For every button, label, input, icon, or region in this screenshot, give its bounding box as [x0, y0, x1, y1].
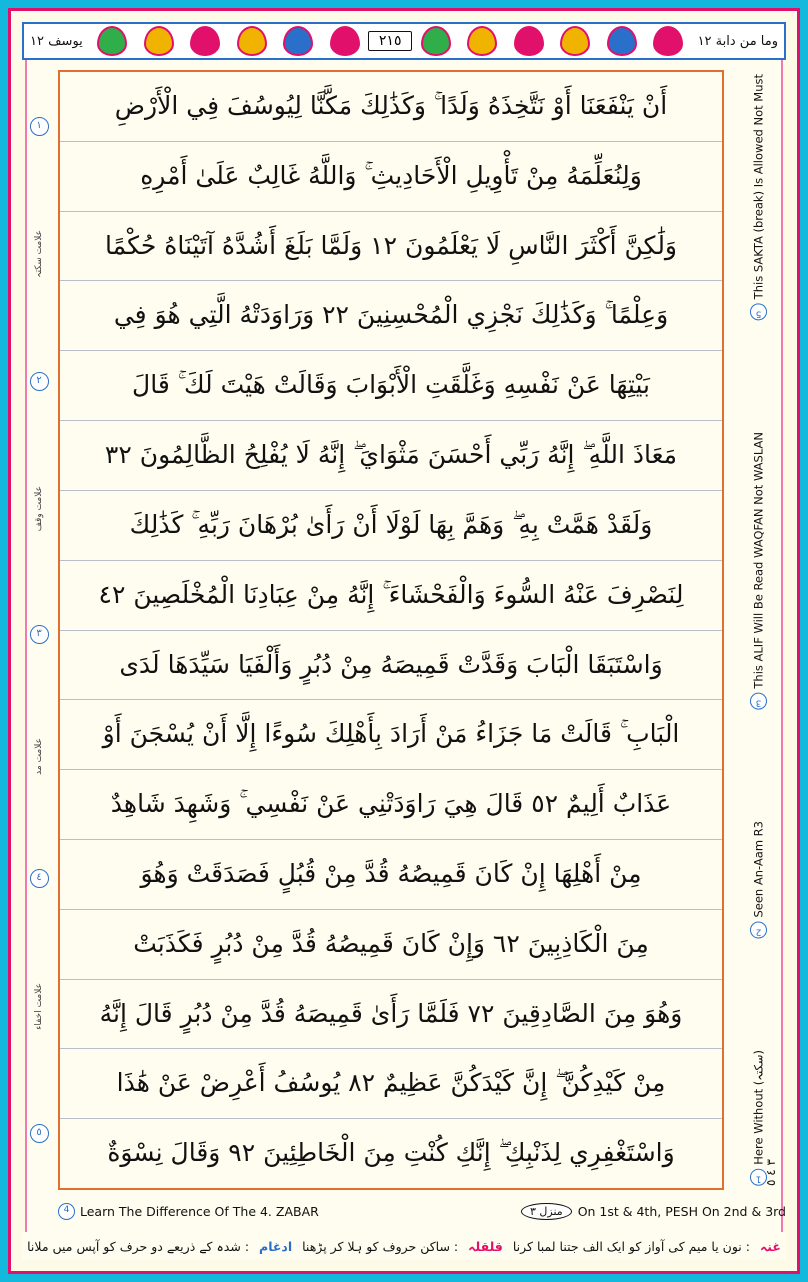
left-margin-note: علامت اخفاء	[34, 982, 44, 1030]
ornament-flower-icon	[514, 26, 544, 56]
quran-line	[60, 840, 722, 910]
ruku-marker: ٤	[30, 869, 49, 888]
page-number: ٢١٥	[368, 31, 413, 51]
ornament-flower-icon	[467, 26, 497, 56]
ruku-marker: ٢	[30, 372, 49, 391]
quran-line-text: وَهُوَ مِنَ الصَّادِقِينَ ٢٧ فَلَمَّا رَأَىٰ قَمِيصَهُ قُدَّ مِنْ دُبُرٍ قَالَ إِنَّهُ	[99, 998, 683, 1028]
note-text: This SAKTA (break) Is Allowed Not Must	[751, 74, 765, 300]
note-text: Here Without (سکتہ)	[751, 1050, 765, 1165]
legend-qalqala-text: : ساکن حروف کو ہلا کر پڑھنا	[302, 1238, 459, 1254]
quran-line-text: وَلَٰكِنَّ أَكْثَرَ النَّاسِ لَا يَعْلَمُونَ ٢١ وَلَمَّا بَلَغَ أَشُدَّهُ آتَيْنَاهُ حُكْمًا	[105, 230, 678, 260]
note-text: This ALIF Will Be Read WAQFAN Not WASLAN	[751, 431, 765, 689]
bottom-right-note	[521, 1203, 786, 1220]
quran-line	[60, 142, 722, 212]
note-number: 5	[750, 303, 767, 320]
quran-line-text: أَنْ يَنْفَعَنَا أَوْ نَتَّخِذَهُ وَلَدًا ۚ وَكَذَٰلِكَ مَكَّنَّا لِيُوسُفَ فِي الْأَرْضِ	[114, 91, 668, 121]
quran-line	[60, 770, 722, 840]
quran-line	[60, 631, 722, 701]
quran-line	[60, 700, 722, 770]
quran-line	[60, 281, 722, 351]
quran-line	[60, 980, 722, 1050]
bottom-note-bar	[58, 1198, 786, 1224]
note-number: 1	[750, 1169, 767, 1186]
page-footer-number: ٣ ٤ ٥	[764, 1158, 778, 1186]
page-header-band	[22, 22, 786, 60]
quran-line	[60, 351, 722, 421]
legend-ghunna-text: : نون یا میم کی آواز کو ایک الف جتنا لمبا کرنا	[512, 1238, 750, 1254]
note-text: Seen An-Aam R3	[751, 821, 765, 918]
quran-line-text: عَذَابٌ أَلِيمٌ ٢٥ قَالَ هِيَ رَاوَدَتْنِي عَنْ نَفْسِي ۚ وَشَهِدَ شَاهِدٌ	[110, 789, 672, 819]
legend-qalqala-label: قلقلہ	[468, 1238, 503, 1254]
quran-line-text: وَلِنُعَلِّمَهُ مِنْ تَأْوِيلِ الْأَحَادِيثِ ۚ وَاللَّهُ غَالِبٌ عَلَىٰ أَمْرِهِ	[140, 160, 642, 190]
quran-line	[60, 1119, 722, 1188]
ornament-flower-icon	[283, 26, 313, 56]
note-number: 2	[750, 922, 767, 939]
ornament-flower-icon	[421, 26, 451, 56]
juz-name-label: وما من دابة ١٢	[692, 34, 784, 49]
left-margin-note: علامت وقف	[34, 485, 44, 531]
quran-line	[60, 561, 722, 631]
quran-line-text: الْبَابِ ۚ قَالَتْ مَا جَزَاءُ مَنْ أَرَادَ بِأَهْلِكَ سُوءًا إِلَّا أَنْ يُسْجَنَ أَوْ	[102, 719, 680, 749]
ornament-flower-icon	[97, 26, 127, 56]
quran-line-text: مِنْ أَهْلِهَا إِنْ كَانَ قَمِيصُهُ قُدَّ مِنْ قُبُلٍ فَصَدَقَتْ وَهُوَ	[140, 858, 642, 888]
ornament-flower-icon	[653, 26, 683, 56]
ornament-flower-icon	[607, 26, 637, 56]
ornament-flower-icon	[560, 26, 590, 56]
quran-line-text: وَعِلْمًا ۚ وَكَذَٰلِكَ نَجْزِي الْمُحْسِنِينَ ٢٢ وَرَاوَدَتْهُ الَّتِي هُوَ فِي	[113, 300, 669, 330]
bottom-right-text: On 1st & 4th, PESH On 2nd & 3rd	[577, 1203, 786, 1219]
quran-line	[60, 491, 722, 561]
quran-line	[60, 421, 722, 491]
quran-text-block	[58, 70, 724, 1190]
note-number: 4	[58, 1203, 75, 1220]
tajweed-legend	[22, 1232, 786, 1260]
margin-note	[750, 74, 767, 320]
quran-line-text: وَلَقَدْ هَمَّتْ بِهِ ۖ وَهَمَّ بِهَا لَوْلَا أَنْ رَأَىٰ بُرْهَانَ رَبِّهِ ۚ كَذَٰلِكَ	[129, 509, 653, 539]
quran-line-text: مَعَاذَ اللَّهِ ۖ إِنَّهُ رَبِّي أَحْسَنَ مَثْوَايَ ۖ إِنَّهُ لَا يُفْلِحُ الظَّالِمُونَ ٢٣	[104, 440, 678, 470]
header-ornament-right	[412, 24, 691, 58]
ruku-marker: ٥	[30, 1124, 49, 1143]
left-margin-note: علامت مد	[34, 738, 44, 776]
left-margin-note: علامت سکتہ	[34, 230, 44, 279]
ornament-flower-icon	[190, 26, 220, 56]
manzil-badge: منزل ٣	[521, 1203, 572, 1220]
header-ornament-left	[89, 24, 368, 58]
ornament-flower-icon	[330, 26, 360, 56]
quran-line	[60, 212, 722, 282]
ornament-flower-icon	[237, 26, 267, 56]
margin-note	[750, 821, 767, 939]
margin-note	[750, 432, 767, 710]
legend-idgham-text: : شدہ کے ذریعے دو حرف کو آپس میں ملانا	[27, 1238, 250, 1254]
left-ruku-rail	[22, 70, 56, 1190]
quran-line-text: بَيْتِهَا عَنْ نَفْسِهِ وَغَلَّقَتِ الْأَبْوَابَ وَقَالَتْ هَيْتَ لَكَ ۚ قَالَ	[132, 370, 650, 400]
quran-line-text: لِنَصْرِفَ عَنْهُ السُّوءَ وَالْفَحْشَاءَ ۚ إِنَّهُ مِنْ عِبَادِنَا الْمُخْلَصِينَ ٢٤	[98, 579, 684, 609]
legend-idgham-label: ادغام	[259, 1238, 293, 1254]
right-margin-rail	[730, 70, 786, 1190]
legend-ghunna-label: غنہ	[759, 1238, 781, 1254]
ruku-marker: ١	[30, 117, 49, 136]
bottom-left-text: Learn The Difference Of The 4. ZABAR	[80, 1203, 319, 1219]
quran-line	[60, 1049, 722, 1119]
ornament-flower-icon	[144, 26, 174, 56]
quran-line-text: وَاسْتَبَقَا الْبَابَ وَقَدَّتْ قَمِيصَهُ مِنْ دُبُرٍ وَأَلْفَيَا سَيِّدَهَا لَدَى	[119, 649, 663, 679]
quran-line	[60, 72, 722, 142]
note-number: 3	[750, 693, 767, 710]
quran-line	[60, 910, 722, 980]
quran-line-text: وَاسْتَغْفِرِي لِذَنْبِكِ ۖ إِنَّكِ كُنْتِ مِنَ الْخَاطِئِينَ ٢٩ وَقَالَ نِسْوَةٌ	[107, 1138, 675, 1168]
quran-line-text: مِنْ كَيْدِكُنَّ ۖ إِنَّ كَيْدَكُنَّ عَظِيمٌ ٢٨ يُوسُفُ أَعْرِضْ عَنْ هَٰذَا	[116, 1068, 666, 1098]
quran-line-text: مِنَ الْكَاذِبِينَ ٢٦ وَإِنْ كَانَ قَمِيصُهُ قُدَّ مِنْ دُبُرٍ فَكَذَبَتْ	[133, 928, 649, 958]
surah-name-label: يوسف ١٢	[24, 34, 89, 49]
bottom-left-note	[58, 1203, 319, 1220]
ruku-marker: ٣	[30, 625, 49, 644]
